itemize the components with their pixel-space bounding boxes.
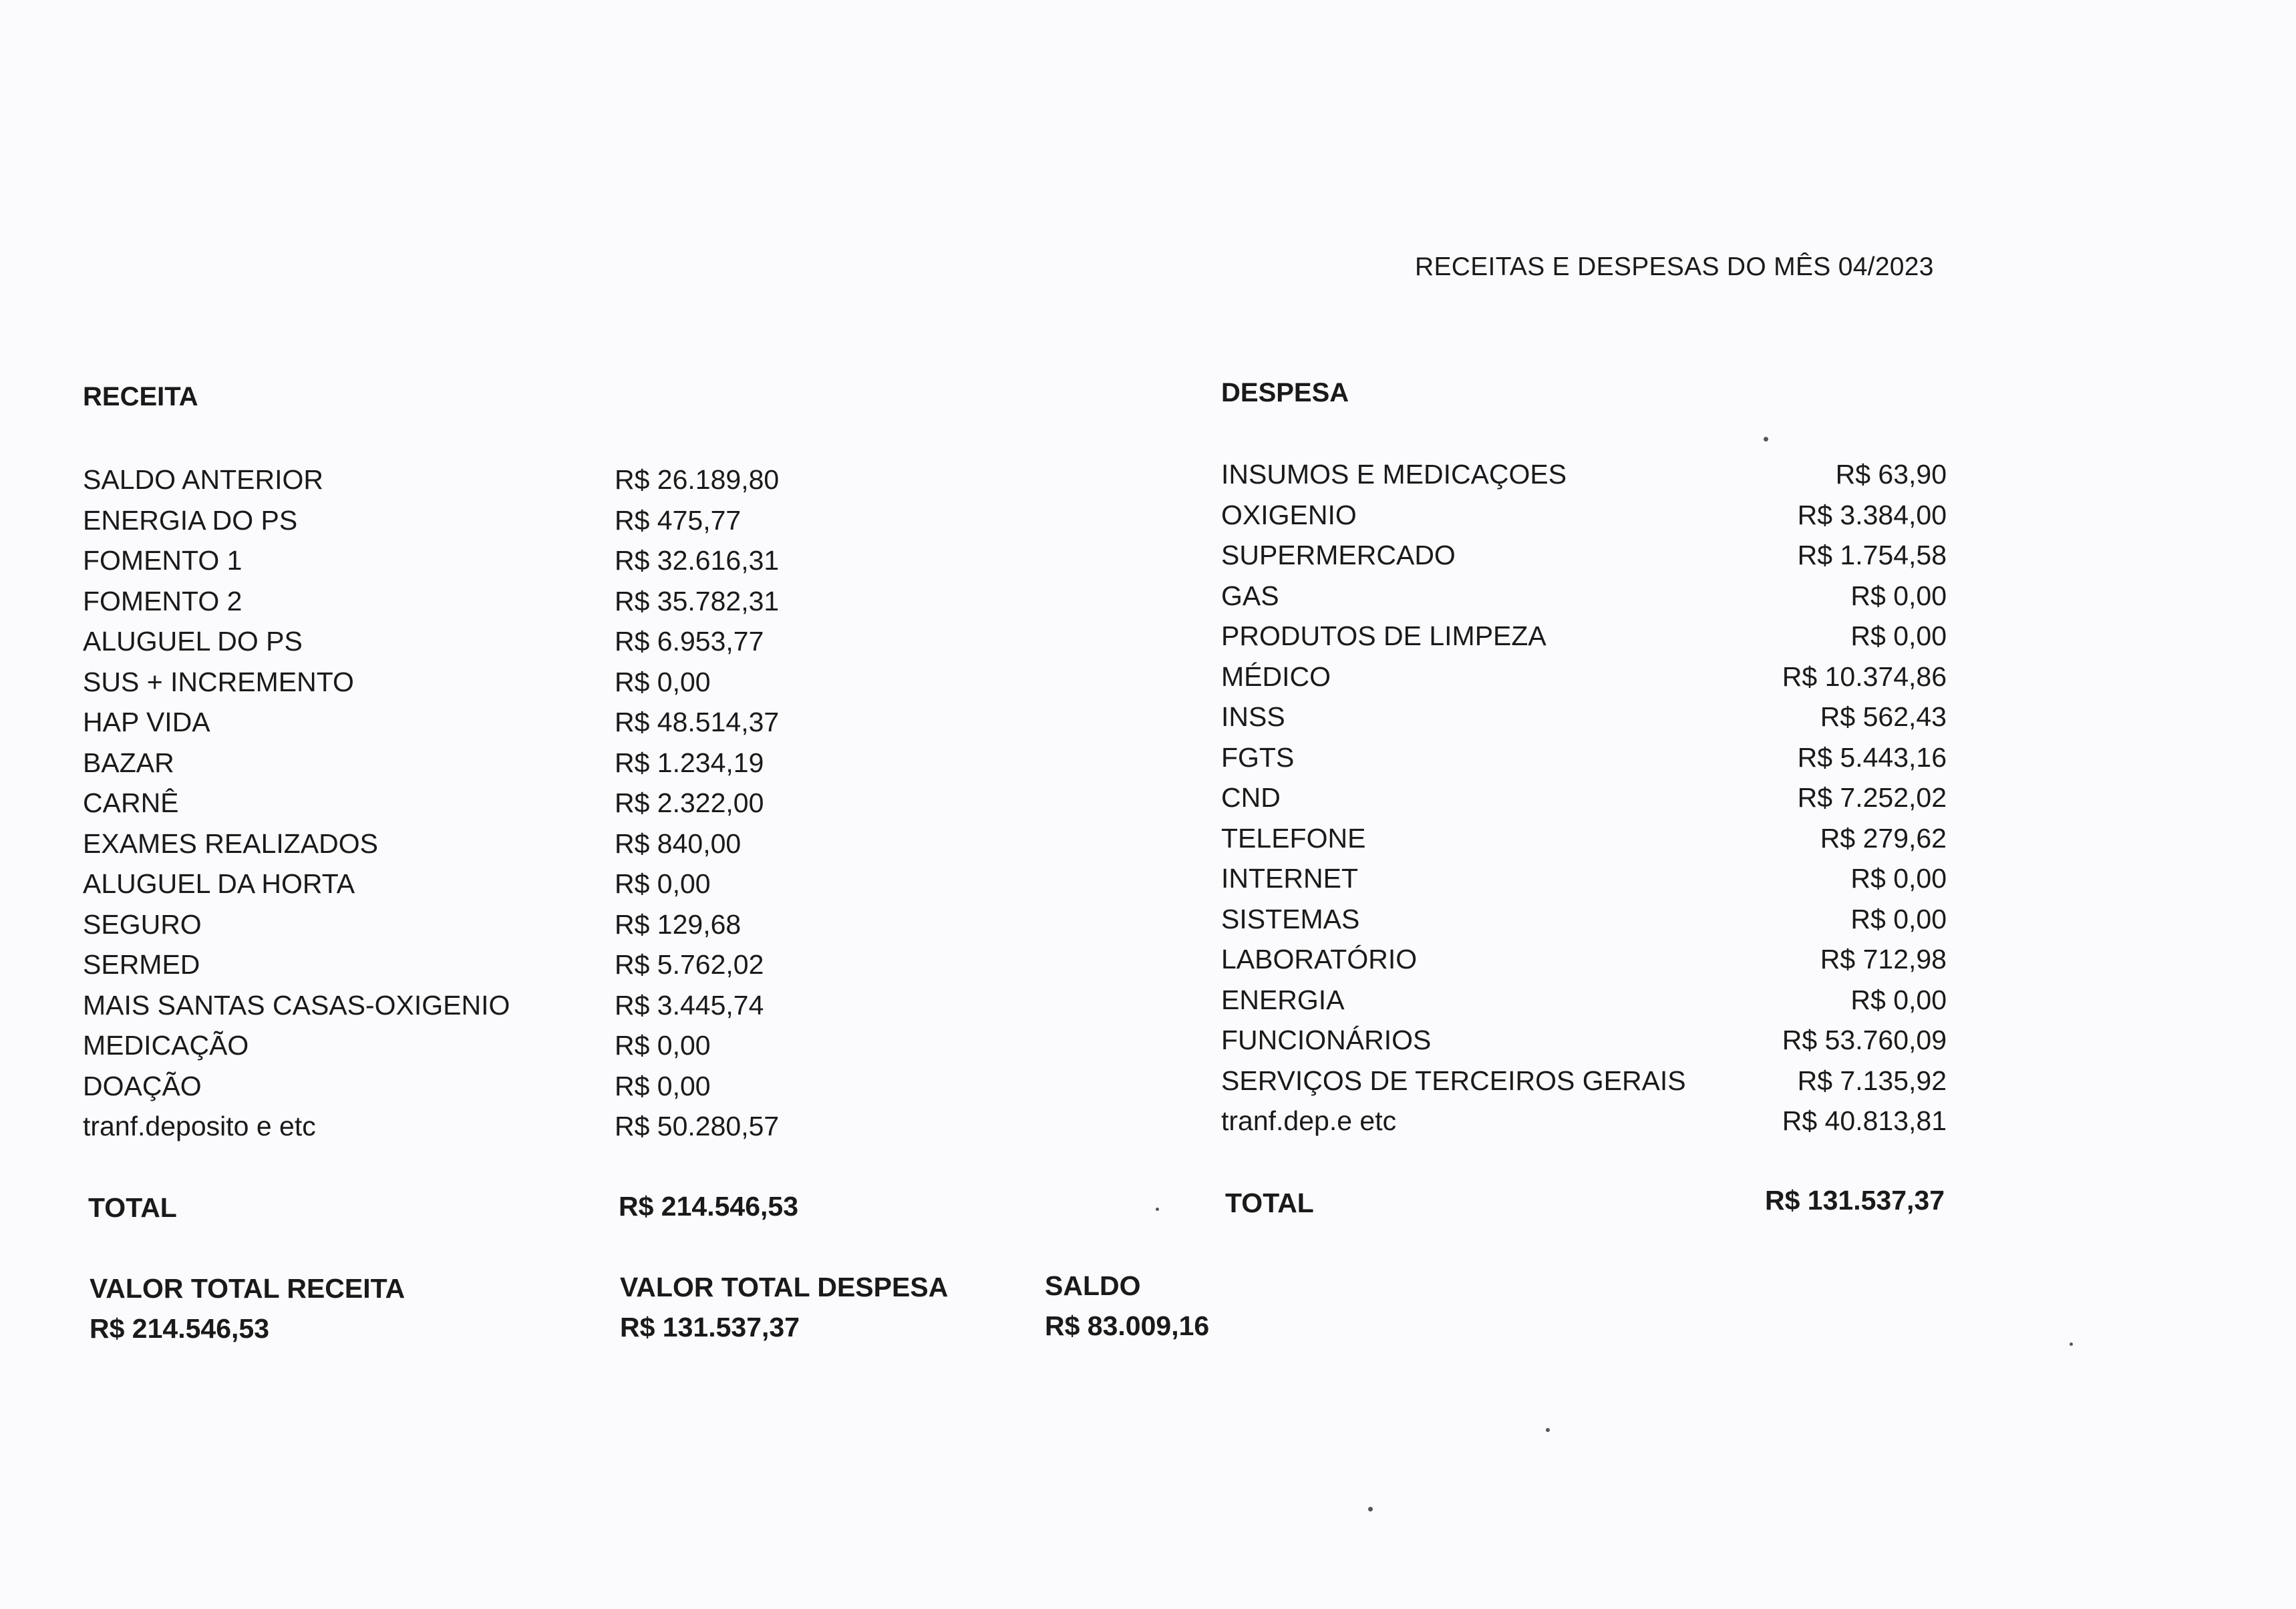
despesa-row [1221,535,1947,576]
despesa-item-label: SERVIÇOS DE TERCEIROS GERAIS [1221,1065,1686,1096]
receita-item-value: R$ 32.616,31 [615,545,780,576]
receita-total-label: TOTAL [88,1192,177,1223]
page-title: RECEITAS E DESPESAS DO MÊS 04/2023 [1415,252,1934,281]
despesa-item-value: R$ 0,00 [1850,903,1947,934]
despesa-row [1221,454,1947,495]
receita-row [83,621,884,662]
receita-item-value: R$ 840,00 [615,828,742,859]
despesa-item-label: PRODUTOS DE LIMPEZA [1221,620,1546,651]
receita-row [83,743,884,783]
receita-item-value: R$ 5.762,02 [615,949,764,980]
receita-item-value: R$ 35.782,31 [615,585,780,616]
despesa-row [1221,899,1947,940]
saldo-label: SALDO [1045,1270,1141,1301]
despesa-item-label: GAS [1221,580,1279,611]
despesa-item-label: INTERNET [1221,863,1358,894]
receita-item-value: R$ 0,00 [615,1070,711,1101]
despesa-item-value: R$ 0,00 [1850,863,1947,894]
receita-item-label: SALDO ANTERIOR [83,464,323,495]
valor-total-despesa-value: R$ 131.537,37 [620,1312,800,1343]
receita-item-label: MEDICAÇÃO [83,1030,249,1061]
scan-speck [2070,1343,2073,1346]
receita-row [83,824,884,864]
receita-item-label: ALUGUEL DA HORTA [83,868,355,899]
despesa-row [1221,576,1947,616]
valor-total-receita-value: R$ 214.546,53 [90,1313,270,1344]
receita-item-label: DOAÇÃO [83,1070,202,1101]
receita-item-label: BAZAR [83,747,174,778]
receita-item-value: R$ 0,00 [615,1030,711,1061]
receita-item-value: R$ 6.953,77 [615,626,764,657]
receita-item-label: SERMED [83,949,200,980]
despesa-row [1221,818,1947,859]
despesa-item-value: R$ 0,00 [1850,984,1947,1015]
despesa-item-value: R$ 7.135,92 [1797,1065,1947,1096]
receita-item-value: R$ 0,00 [615,666,711,697]
despesa-row [1221,980,1947,1021]
receita-item-label: MAIS SANTAS CASAS-OXIGENIO [83,989,510,1021]
receita-row [83,783,884,824]
receita-item-value: R$ 1.234,19 [615,747,764,778]
despesa-item-value: R$ 40.813,81 [1782,1105,1947,1136]
receita-list [83,460,884,1147]
despesa-item-label: SISTEMAS [1221,903,1360,934]
receita-item-value: R$ 26.189,80 [615,464,780,495]
despesa-item-label: OXIGENIO [1221,499,1357,530]
receita-item-value: R$ 2.322,00 [615,787,764,818]
receita-item-value: R$ 3.445,74 [615,989,764,1021]
despesa-item-value: R$ 10.374,86 [1782,661,1947,692]
receita-item-value: R$ 0,00 [615,868,711,899]
despesa-row [1221,939,1947,980]
despesa-item-value: R$ 3.384,00 [1797,499,1947,530]
receita-row [83,985,884,1026]
receita-item-value: R$ 50.280,57 [615,1111,780,1141]
despesa-total-value: R$ 131.537,37 [1765,1185,1945,1216]
receita-item-label: SUS + INCREMENTO [83,666,354,697]
receita-item-label: EXAMES REALIZADOS [83,828,379,859]
receita-item-label: ENERGIA DO PS [83,504,298,536]
receita-heading: RECEITA [83,382,198,411]
despesa-item-label: tranf.dep.e etc [1221,1105,1397,1136]
despesa-heading: DESPESA [1221,378,1349,407]
receita-item-value: R$ 475,77 [615,504,742,536]
despesa-row [1221,495,1947,536]
scan-speck [1368,1507,1373,1511]
despesa-item-value: R$ 7.252,02 [1797,782,1947,813]
receita-row [83,864,884,904]
despesa-item-value: R$ 712,98 [1820,944,1947,974]
despesa-item-label: FUNCIONÁRIOS [1221,1025,1432,1055]
receita-item-label: HAP VIDA [83,707,210,737]
despesa-row [1221,657,1947,697]
despesa-item-value: R$ 53.760,09 [1782,1025,1947,1055]
valor-total-receita-label: VALOR TOTAL RECEITA [90,1273,405,1304]
scan-speck [1764,437,1768,441]
receita-row [83,1106,884,1147]
receita-item-value: R$ 48.514,37 [615,707,780,737]
despesa-item-value: R$ 0,00 [1850,580,1947,611]
receita-row [83,460,884,500]
despesa-item-value: R$ 63,90 [1835,459,1947,490]
receita-row [83,1025,884,1066]
receita-row [83,500,884,541]
receita-row [83,702,884,743]
receita-row [83,581,884,622]
despesa-item-label: TELEFONE [1221,822,1366,854]
despesa-item-label: INSS [1221,701,1285,732]
receita-item-label: ALUGUEL DO PS [83,626,303,657]
despesa-list [1221,454,1947,1141]
despesa-item-label: FGTS [1221,741,1295,773]
despesa-row [1221,616,1947,657]
despesa-row [1221,737,1947,778]
saldo-value: R$ 83.009,16 [1045,1310,1210,1341]
despesa-row [1221,1020,1947,1061]
despesa-item-value: R$ 5.443,16 [1797,741,1947,773]
despesa-item-label: INSUMOS E MEDICAÇOES [1221,459,1567,490]
valor-total-despesa-label: VALOR TOTAL DESPESA [620,1272,949,1302]
receita-item-label: tranf.deposito e etc [83,1111,316,1141]
despesa-item-label: LABORATÓRIO [1221,944,1418,974]
receita-row [83,904,884,945]
despesa-item-value: R$ 1.754,58 [1797,540,1947,570]
despesa-item-label: MÉDICO [1221,661,1331,692]
receita-row [83,944,884,985]
despesa-item-label: SUPERMERCADO [1221,540,1456,570]
receita-row [83,540,884,581]
despesa-row [1221,1101,1947,1141]
scan-speck [1156,1208,1159,1211]
scan-speck [1546,1428,1550,1432]
despesa-row [1221,777,1947,818]
despesa-item-label: CND [1221,782,1281,813]
receita-total-value: R$ 214.546,53 [619,1191,799,1222]
receita-item-label: FOMENTO 1 [83,545,242,576]
despesa-row [1221,858,1947,899]
despesa-item-value: R$ 0,00 [1850,620,1947,651]
despesa-item-value: R$ 279,62 [1820,822,1947,854]
receita-item-value: R$ 129,68 [615,908,742,940]
despesa-row [1221,1061,1947,1101]
receita-row [83,1066,884,1107]
receita-item-label: CARNÊ [83,787,179,818]
despesa-item-label: ENERGIA [1221,984,1345,1015]
receita-item-label: FOMENTO 2 [83,585,242,616]
receita-row [83,662,884,703]
despesa-total-label: TOTAL [1225,1188,1314,1218]
receita-item-label: SEGURO [83,908,202,940]
despesa-item-value: R$ 562,43 [1820,701,1947,732]
despesa-row [1221,697,1947,737]
